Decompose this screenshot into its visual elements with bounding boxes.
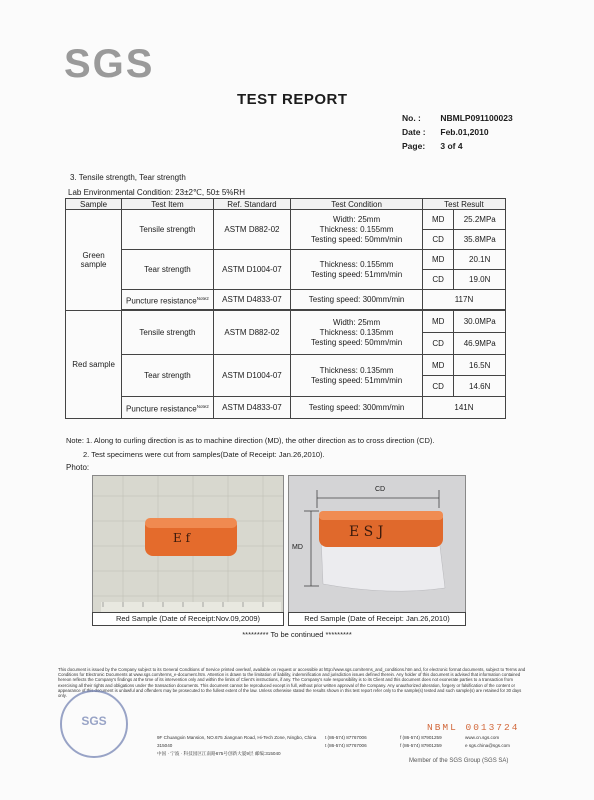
table-header-row	[66, 199, 506, 210]
table-row	[66, 355, 506, 376]
report-date-row	[402, 125, 513, 139]
direction-cd: CD	[422, 376, 454, 397]
ref-standard: ASTM D4833-07	[213, 290, 291, 310]
sample-red: Red sample	[66, 311, 122, 419]
condition-line: Thickness: 0.155mm	[319, 224, 394, 234]
header-ref-standard: Ref. Standard	[213, 199, 291, 210]
direction-md: MD	[422, 250, 454, 270]
direction-cd: CD	[422, 270, 454, 290]
table-row	[66, 210, 506, 230]
test-item: Tensile strength	[122, 210, 214, 250]
result-value: 19.0N	[454, 270, 506, 290]
phone-1: t (86-574) 87767006	[325, 735, 367, 740]
photo-image	[93, 476, 283, 613]
footer-phone	[325, 734, 387, 750]
continued-marker: ********* To be continued *********	[242, 630, 352, 639]
legal-disclaimer: This document is issued by the Company subject to its General Conditions of Service printed overleaf, available on request or accessible at http://www.sgs.com/terms_and_conditions.htm and, for electronic format documents, subject to Terms and Conditions for Electronic Documents at www.sgs.com/terms_e-document.htm. Attention is drawn to the limitation of liability, indemnification and jurisdiction issues defined therein. Any holder of this document is advised that information contained hereon reflects the Company's findings at the time of its intervention only and within the limits of Client's instructions, if any. The Company's sole responsibility is to its Client and this document does not exonerate parties to a transaction from exercising all their rights and obligations under the transaction documents. This document cannot be reproduced except in full, without prior written approval of the Company. Any unauthorized alteration, forgery or falsification of the content or appearance of this document is unlawful and offenders may be prosecuted to the fullest extent of the law. Unless otherwise stated the results shown in this test report refer only to the sample(s) tested and such sample(s) are retained for 30 days only.	[58, 667, 526, 699]
sgs-seal-stamp	[60, 690, 128, 758]
result-value: 16.5N	[454, 355, 506, 376]
photo-red-sample-1	[92, 475, 284, 614]
direction-md: MD	[422, 311, 454, 333]
test-condition	[291, 355, 423, 397]
note-marker: Note2	[196, 403, 209, 409]
test-item	[122, 290, 214, 310]
header-test-result: Test Result	[422, 199, 505, 210]
md-dimension-label: MD	[292, 544, 303, 551]
footer-address	[157, 734, 322, 758]
report-date-label: Date :	[402, 127, 426, 137]
report-page-row	[402, 139, 513, 153]
result-value: 117N	[422, 290, 505, 310]
report-page: 3 of 4	[440, 141, 463, 151]
svg-text:E S J: E S J	[349, 524, 384, 540]
puncture-label: Puncture resistance	[126, 404, 197, 414]
result-value: 20.1N	[454, 250, 506, 270]
table-row	[66, 311, 506, 333]
table-row	[66, 250, 506, 270]
sgs-logo	[64, 42, 155, 86]
result-value: 30.0MPa	[454, 311, 506, 333]
photo-image	[289, 476, 465, 613]
phone-2: t (86-574) 87767006	[325, 743, 367, 748]
note-marker: Note2	[196, 295, 209, 301]
photo-caption-right: Red Sample (Date of Receipt: Jan.26,2010)	[288, 612, 466, 626]
ref-standard: ASTM D882-02	[213, 311, 291, 355]
sample-green: Green sample	[66, 210, 122, 311]
stamp-text: SGS	[81, 714, 107, 728]
ref-standard: ASTM D882-02	[213, 210, 291, 250]
serial-number: NBML 0013724	[427, 722, 520, 733]
address-cn: 中国 · 宁波 · 科技园区江南路675号创新大厦9层 邮编:315040	[157, 751, 281, 756]
test-condition	[291, 210, 423, 250]
fax-2: f (86-574) 87901259	[400, 743, 442, 748]
photo-label: Photo:	[66, 463, 90, 472]
test-condition: Testing speed: 300mm/min	[291, 397, 423, 419]
notes	[66, 434, 435, 462]
ref-standard: ASTM D4833-07	[213, 397, 291, 419]
table-row	[66, 290, 506, 310]
direction-cd: CD	[422, 333, 454, 355]
section-title: 3. Tensile strength, Tear strength	[70, 173, 186, 182]
direction-md: MD	[422, 355, 454, 376]
cd-dimension-label: CD	[375, 486, 386, 493]
result-value: 46.9MPa	[454, 333, 506, 355]
condition-line: Testing speed: 50mm/min	[310, 234, 403, 244]
condition-line: Thickness: 0.135mm	[319, 365, 394, 375]
ref-standard: ASTM D1004-07	[213, 355, 291, 397]
report-page-label: Page:	[402, 141, 426, 151]
test-condition	[291, 311, 423, 355]
test-condition: Testing speed: 300mm/min	[291, 290, 423, 310]
footer-web	[465, 734, 533, 750]
direction-md: MD	[422, 210, 454, 230]
condition-line: Thickness: 0.135mm	[319, 327, 394, 337]
condition-line: Width: 25mm	[333, 317, 381, 327]
condition-line: Width: 25mm	[333, 214, 381, 224]
header-sample: Sample	[66, 199, 122, 210]
note-line: Note: 1. Along to curling direction is as to machine direction (MD), the other direction as to cross direction (CD).	[66, 436, 435, 445]
photo-caption-left: Red Sample (Date of Receipt:Nov.09,2009)	[92, 612, 284, 626]
condition-line: Thickness: 0.155mm	[319, 259, 394, 269]
address-en: 9F Chuangxin Mansion, NO.675 Jiangnan Road, Hi-Tech Zone, Ningbo, China 315040	[157, 735, 317, 748]
ref-standard: ASTM D1004-07	[213, 250, 291, 290]
report-date: Feb.01,2010	[440, 127, 489, 137]
report-meta	[402, 111, 513, 153]
report-number: NBMLP091100023	[440, 113, 513, 123]
note-line: 2. Test specimens were cut from samples(Date of Receipt: Jan.26,2010).	[83, 450, 325, 459]
results-table	[65, 198, 506, 419]
condition-line: Testing speed: 51mm/min	[310, 269, 403, 279]
test-item: Tear strength	[122, 250, 214, 290]
photo-red-sample-2	[288, 475, 466, 614]
member-note: Member of the SGS Group (SGS SA)	[409, 758, 509, 764]
svg-text:E f: E f	[173, 531, 191, 545]
fax-1: f (86-574) 87901259	[400, 735, 442, 740]
condition-line: Testing speed: 50mm/min	[310, 337, 403, 347]
footer-fax	[400, 734, 462, 750]
test-condition	[291, 250, 423, 290]
puncture-label: Puncture resistance	[126, 296, 197, 306]
test-item: Tear strength	[122, 355, 214, 397]
header-test-condition: Test Condition	[291, 199, 423, 210]
direction-cd: CD	[422, 230, 454, 250]
result-value: 35.8MPa	[454, 230, 506, 250]
email: e sgs.china@sgs.com	[465, 743, 511, 748]
report-number-label: No. :	[402, 113, 421, 123]
test-item	[122, 397, 214, 419]
condition-line: Testing speed: 51mm/min	[310, 375, 403, 385]
result-value: 25.2MPa	[454, 210, 506, 230]
result-value: 141N	[422, 397, 505, 419]
website: www.cn.sgs.com	[465, 735, 500, 740]
test-item: Tensile strength	[122, 311, 214, 355]
table-row	[66, 397, 506, 419]
header-test-item: Test Item	[122, 199, 214, 210]
report-number-row	[402, 111, 513, 125]
result-value: 14.6N	[454, 376, 506, 397]
report-title: TEST REPORT	[237, 91, 348, 108]
logo-text: SGS	[64, 42, 155, 86]
lab-environment: Lab Environmental Condition: 23±2℃, 50± 5%RH	[68, 188, 245, 197]
